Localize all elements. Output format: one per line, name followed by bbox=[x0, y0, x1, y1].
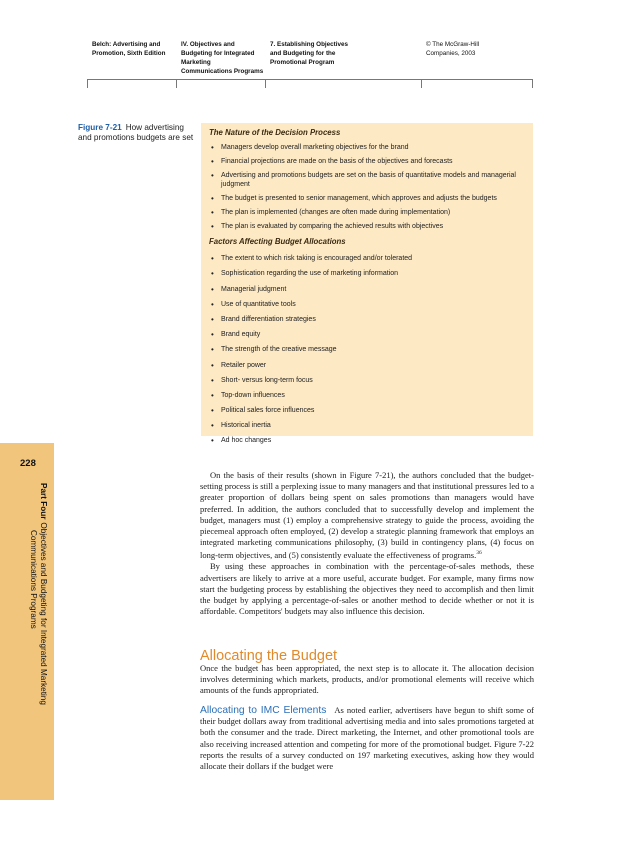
list-item: • Brand equity bbox=[209, 330, 523, 339]
header-divider bbox=[87, 80, 88, 88]
list-item: • Short- versus long-term focus bbox=[209, 376, 523, 385]
side-running-title bbox=[20, 483, 48, 863]
body-paragraphs bbox=[200, 470, 534, 617]
list-item: • Managerial judgment bbox=[209, 285, 523, 294]
list-item: • Historical inertia bbox=[209, 421, 523, 430]
paragraph: By using these approaches in combination with the percentage-of-sales methods, these advertisers are likely to arrive at a more useful, accurate budget. For example, many firms now start the budgeting process by establishing the objectives they need to accomplish and then limit the budget by applying a percentage-of-sales or another method to decide whether or not it is affordable. Competitors' budgets may also influence this decision. bbox=[200, 561, 534, 617]
decision-process-list bbox=[209, 143, 523, 231]
figure-box bbox=[201, 123, 533, 445]
section-heading: Allocating the Budget bbox=[200, 648, 338, 664]
header-divider bbox=[176, 80, 177, 88]
part-title-line2: Communications Programs bbox=[29, 530, 38, 629]
figure-section-title: The Nature of the Decision Process bbox=[209, 128, 341, 137]
footnote-ref: 36 bbox=[476, 550, 482, 557]
figure-caption bbox=[78, 123, 196, 143]
header-chapter-title: 7. Establishing Objectives and Budgeting for the Promotional Program bbox=[270, 41, 349, 66]
list-item: • Use of quantitative tools bbox=[209, 300, 523, 309]
part-label: Part Four bbox=[39, 483, 48, 520]
list-item: • Ad hoc changes bbox=[209, 436, 523, 445]
list-item: • The plan is evaluated by comparing the achieved results with objectives bbox=[209, 222, 523, 231]
header-book-title: Belch: Advertising and Promotion, Sixth Edition bbox=[92, 41, 166, 57]
header-divider bbox=[421, 80, 422, 88]
list-item: • Brand differentiation strategies bbox=[209, 315, 523, 324]
paragraph: Once the budget has been appropriated, the next step is to allocate it. The allocation decision involves determining which markets, products, and/or promotional elements will receive which amounts of the funds appropriated. bbox=[200, 663, 534, 696]
part-title-line1: Objectives and Budgeting for Integrated Marketing bbox=[39, 522, 48, 705]
list-item: • Sophistication regarding the use of marketing information bbox=[209, 269, 523, 278]
paragraph: On the basis of their results (shown in Figure 7-21), the authors concluded that the budget-setting process is still a perplexing issue to many managers and that institutional pressures led to a greater proportion of dollars being spent on sales promotions than managers would have preferred. In addition, the authors concluded that to successfully develop and implement the budget, managers must (1) employ a comprehensive strategy to guide the process, avoiding the piecemeal approach often employed, (2) develop a strategic planning framework that employs an integrated marketing communications philosophy, (3) build in contingency plans, (4) focus on long-term objectives, and (5) consistently evaluate the effectiveness of programs.$^{36}$ bbox=[200, 470, 534, 561]
body-paragraph bbox=[200, 663, 534, 697]
list-item: • Managers develop overall marketing objectives for the brand bbox=[209, 143, 523, 152]
header-copyright: © The McGraw-Hill Companies, 2003 bbox=[426, 41, 480, 57]
header-divider bbox=[532, 80, 533, 88]
list-item: • The budget is presented to senior management, which approves and adjusts the budgets bbox=[209, 194, 523, 203]
body-paragraph bbox=[200, 705, 534, 772]
figure-number: Figure 7-21 bbox=[78, 123, 122, 132]
header-part-title: IV. Objectives and Budgeting for Integrated Marketing Communications Programs bbox=[181, 41, 264, 75]
list-item: • Financial projections are made on the basis of the objectives and forecasts bbox=[209, 157, 523, 166]
budget-factors-list bbox=[209, 254, 523, 445]
list-item: • Advertising and promotions budgets are set on the basis of quantitative models and managerial judgment bbox=[209, 171, 523, 189]
header-divider bbox=[265, 80, 266, 88]
list-item: • Top-down influences bbox=[209, 391, 523, 400]
figure-section-title: Factors Affecting Budget Allocations bbox=[209, 237, 346, 246]
list-item: • Retailer power bbox=[209, 361, 523, 370]
list-item: • The extent to which risk taking is encouraged and/or tolerated bbox=[209, 254, 523, 263]
header-rule bbox=[87, 79, 533, 80]
running-header bbox=[0, 40, 617, 100]
list-item: • The strength of the creative message bbox=[209, 345, 523, 354]
list-item: • Political sales force influences bbox=[209, 406, 523, 415]
subsection-heading: Allocating to IMC Elements bbox=[200, 705, 327, 716]
paragraph: Allocating to IMC Elements As noted earlier, advertisers have begun to shift some of their budget dollars away from traditional advertising media and into sales promotions targeted at both the consumer and the trade. Direct marketing, the Internet, and other promotional tools are also receiving increased attention and competing for more of the promotional budget. Figure 7-22 reports the results of a survey conducted on 197 marketing executives, asking how they would allocate their dollars if the budget were bbox=[200, 705, 534, 772]
page-number: 228 bbox=[20, 458, 36, 469]
list-item: • The plan is implemented (changes are often made during implementation) bbox=[209, 208, 523, 217]
figure-caption-text: How advertising and promotions budgets are set bbox=[78, 123, 194, 142]
